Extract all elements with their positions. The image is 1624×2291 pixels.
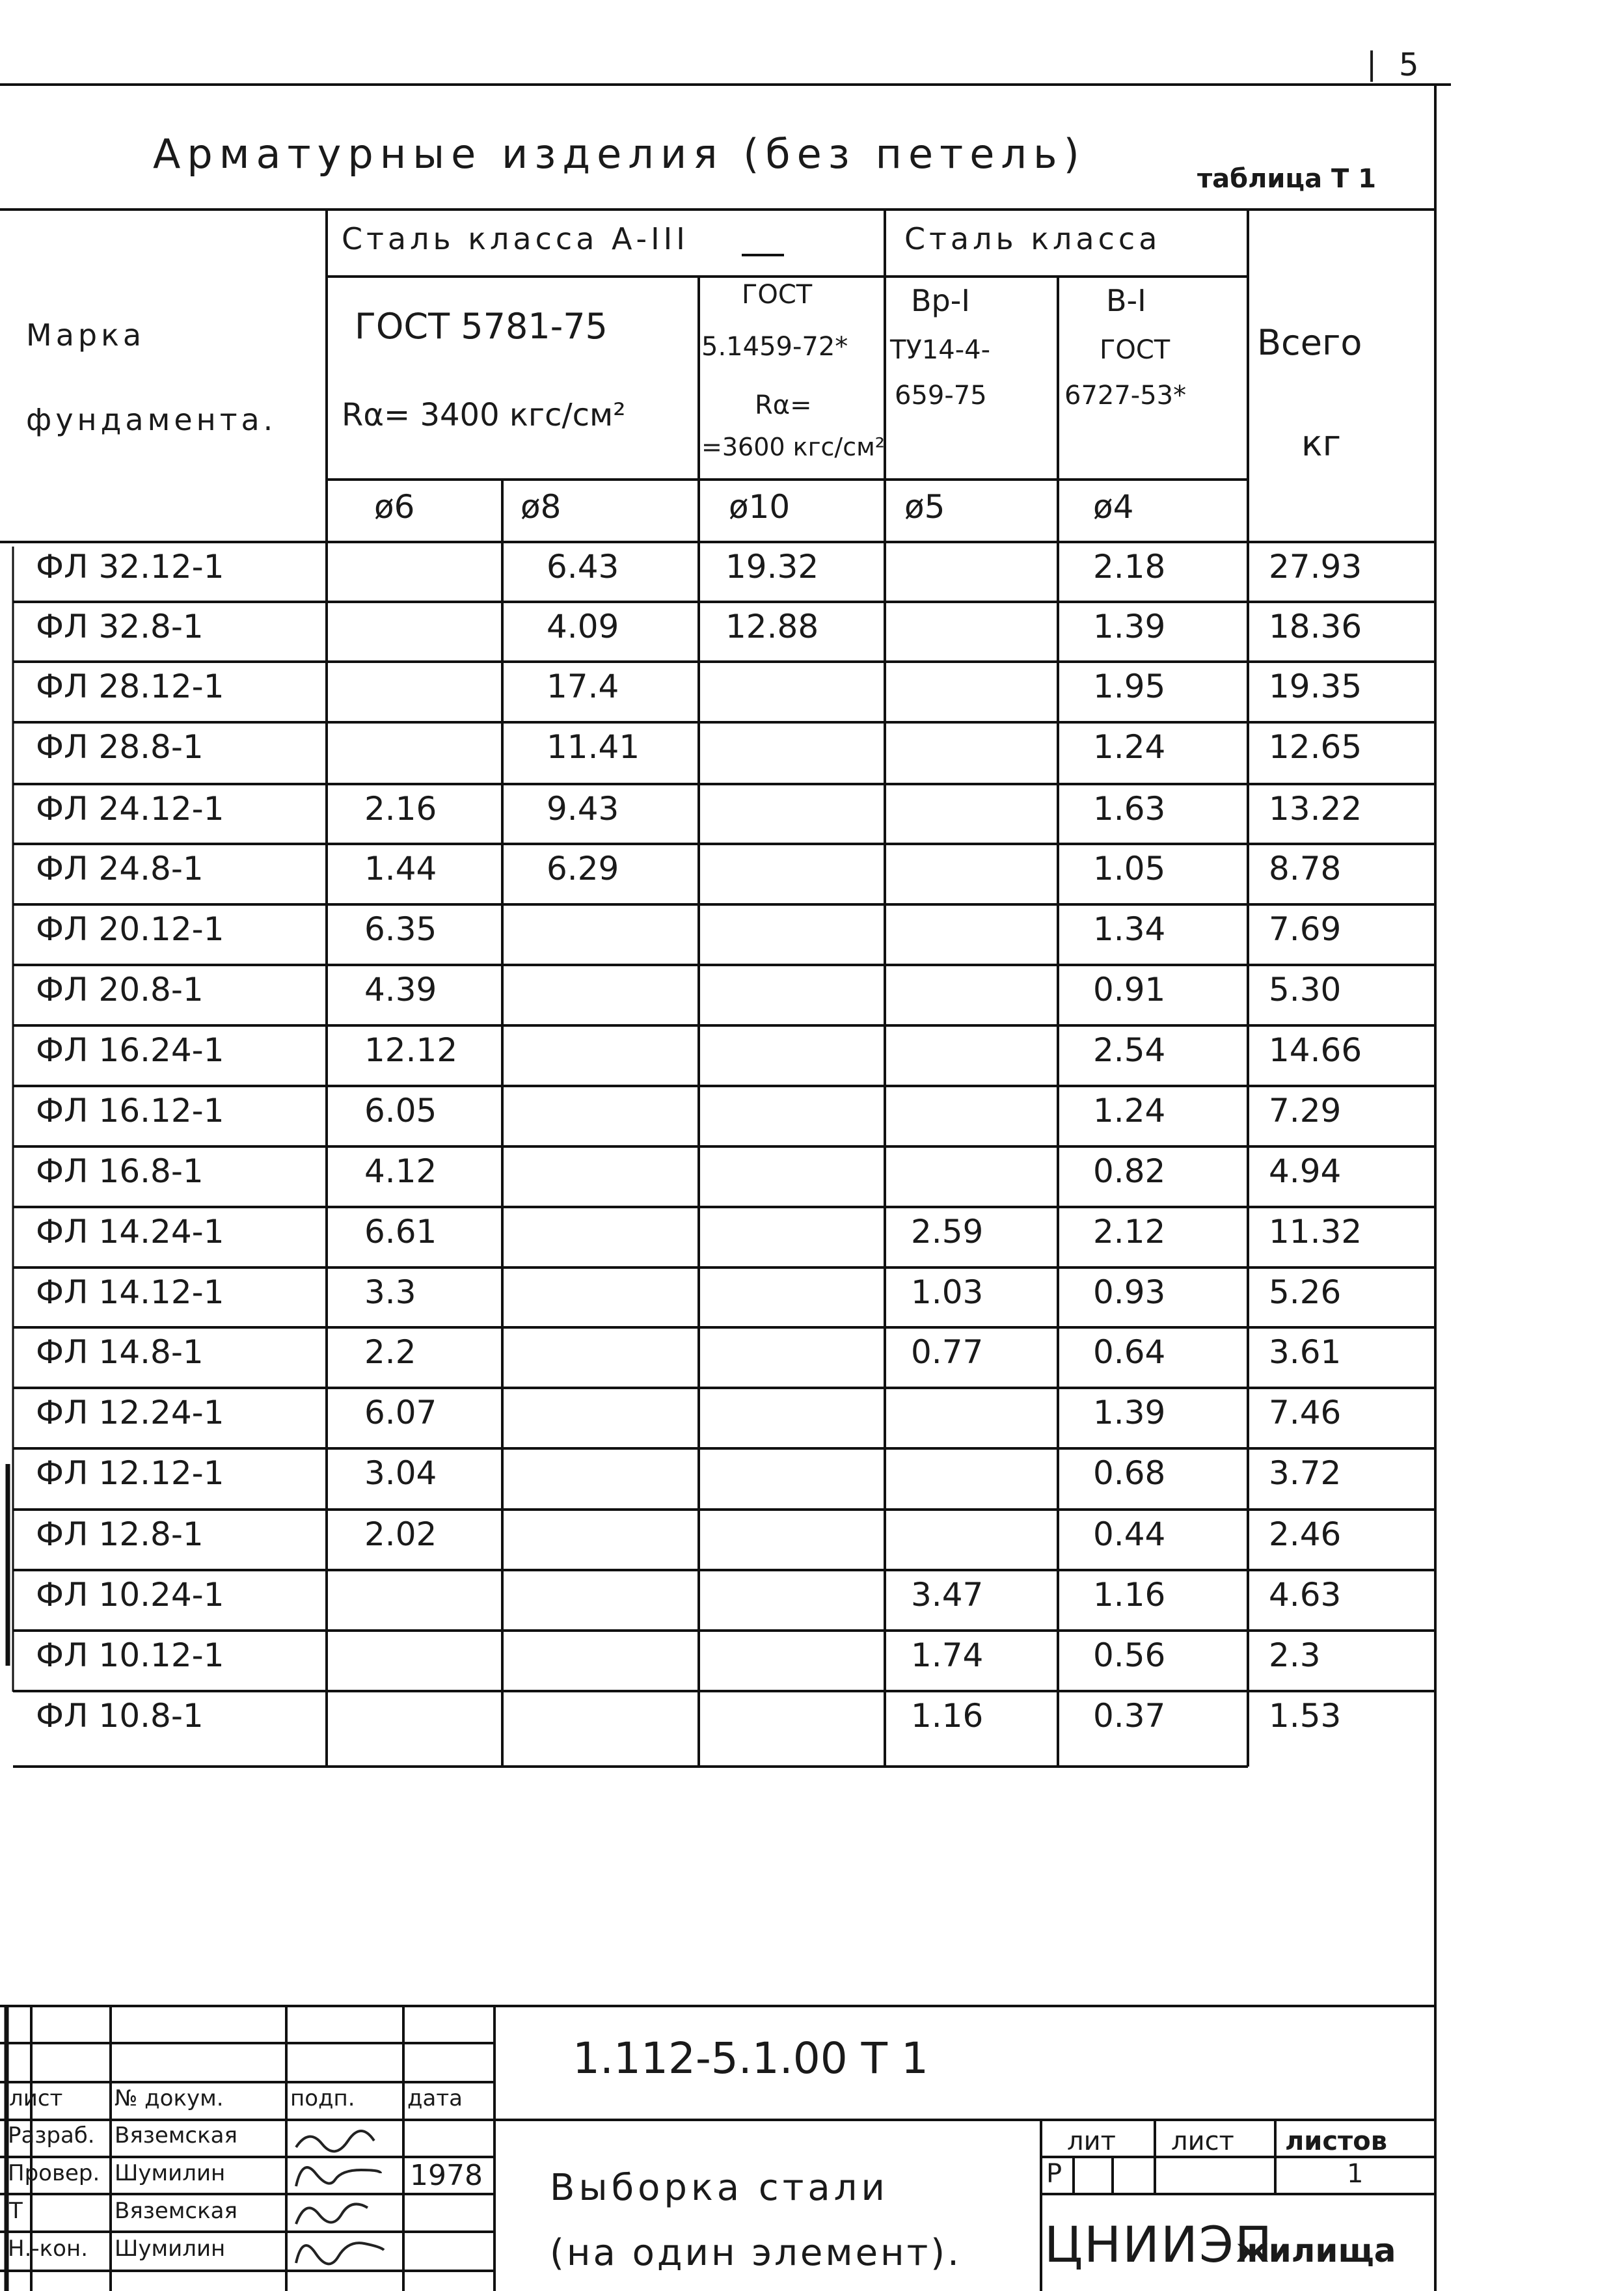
header-d5: ø5 <box>904 488 945 526</box>
cell-d4: 1.16 <box>1093 1576 1166 1614</box>
cell-mark: ФЛ 32.12-1 <box>36 548 224 586</box>
cell-mark: ФЛ 24.8-1 <box>36 850 204 888</box>
cell-d4: 0.37 <box>1093 1697 1166 1735</box>
tb-name-2: Шумилин <box>115 2160 226 2186</box>
header-total: Всего <box>1257 322 1362 363</box>
cell-d6: 6.05 <box>364 1092 437 1130</box>
header-total-unit: кг <box>1301 423 1341 464</box>
cell-d6: 6.35 <box>364 910 437 948</box>
cell-d6: 1.44 <box>364 850 437 888</box>
header-gost-b1: ГОСТ <box>1100 335 1171 365</box>
tb-lit-label: лит <box>1067 2126 1116 2156</box>
cell-total: 4.94 <box>1269 1152 1342 1190</box>
tb-col-signature: подп. <box>290 2085 355 2111</box>
header-tu-number: 659-75 <box>895 381 987 411</box>
cell-d6: 6.07 <box>364 1394 437 1431</box>
cell-total: 11.32 <box>1269 1213 1362 1251</box>
page-number-mark: | <box>1366 46 1377 82</box>
header-ra-3400: Rα= 3400 кгс/см² <box>342 397 626 433</box>
tb-doc-code: 1.112-5.1.00 Т 1 <box>573 2033 928 2083</box>
cell-d4: 1.05 <box>1093 850 1166 888</box>
cell-mark: ФЛ 16.24-1 <box>36 1031 224 1069</box>
tb-role-3: Т <box>9 2198 23 2224</box>
cell-total: 4.63 <box>1269 1576 1342 1614</box>
signature-2 <box>296 2167 381 2186</box>
cell-d4: 2.12 <box>1093 1213 1166 1251</box>
cell-total: 13.22 <box>1269 790 1362 828</box>
cell-total: 7.29 <box>1269 1092 1342 1130</box>
cell-d8: 4.09 <box>547 608 619 645</box>
cell-total: 2.46 <box>1269 1515 1342 1553</box>
header-mark: Марка фундамента. <box>26 318 277 437</box>
header-ra-3600: =3600 кгс/см² <box>701 433 886 461</box>
cell-mark: ФЛ 12.12-1 <box>36 1454 224 1492</box>
header-gost-5781: ГОСТ 5781-75 <box>355 306 608 347</box>
cell-mark: ФЛ 10.8-1 <box>36 1697 204 1735</box>
cell-d5: 0.77 <box>911 1333 984 1371</box>
cell-d5: 2.59 <box>911 1213 984 1251</box>
cell-d4: 0.56 <box>1093 1636 1166 1674</box>
tb-doc-title-2: (на один элемент). <box>550 2232 962 2274</box>
tb-name-1: Вяземская <box>115 2122 237 2149</box>
header-bp1: Вр-I <box>911 283 970 318</box>
header-gost-51459: 5.1459-72* <box>701 332 848 362</box>
cell-d4: 1.63 <box>1093 790 1166 828</box>
cell-d4: 1.39 <box>1093 608 1166 645</box>
header-steel-a3: Сталь класса А-III <box>342 221 689 256</box>
tb-col-doc-no: № докум. <box>115 2085 224 2111</box>
cell-d8: 9.43 <box>547 790 619 828</box>
tb-lit-value: Р <box>1046 2159 1062 2189</box>
cell-d6: 12.12 <box>364 1031 458 1069</box>
page-number: 5 <box>1399 47 1419 83</box>
cell-d6: 4.12 <box>364 1152 437 1190</box>
header-d4: ø4 <box>1093 488 1134 526</box>
tb-name-3: Вяземская <box>115 2198 237 2224</box>
header-ra-label: Rα= <box>755 390 812 420</box>
header-gost-6727: 6727-53* <box>1064 381 1187 411</box>
page-title: Арматурные изделия (без петель) <box>153 130 1086 178</box>
cell-total: 1.53 <box>1269 1697 1342 1735</box>
cell-mark: ФЛ 10.12-1 <box>36 1636 224 1674</box>
cell-d6: 4.39 <box>364 971 437 1009</box>
cell-d6: 6.61 <box>364 1213 437 1251</box>
cell-d6: 2.16 <box>364 790 437 828</box>
cell-total: 3.72 <box>1269 1454 1342 1492</box>
cell-mark: ФЛ 28.8-1 <box>36 728 204 766</box>
cell-d8: 11.41 <box>547 728 640 766</box>
cell-d8: 6.43 <box>547 548 619 586</box>
tb-col-date: дата <box>407 2085 463 2111</box>
cell-total: 2.3 <box>1269 1636 1321 1674</box>
cell-d4: 0.91 <box>1093 971 1166 1009</box>
cell-d6: 3.3 <box>364 1273 416 1311</box>
cell-d4: 1.24 <box>1093 1092 1166 1130</box>
header-gost-label: ГОСТ <box>742 280 813 310</box>
header-b1: В-I <box>1106 283 1146 318</box>
header-steel-class: Сталь класса <box>904 221 1161 256</box>
tb-doc-title-1: Выборка стали <box>550 2167 889 2209</box>
signature-4 <box>296 2243 384 2264</box>
cell-mark: ФЛ 32.8-1 <box>36 608 204 645</box>
cell-mark: ФЛ 14.12-1 <box>36 1273 224 1311</box>
cell-total: 7.46 <box>1269 1394 1342 1431</box>
signature-3 <box>296 2204 368 2224</box>
cell-total: 3.61 <box>1269 1333 1342 1371</box>
cell-total: 7.69 <box>1269 910 1342 948</box>
tb-sheets-label: листов <box>1285 2126 1388 2156</box>
cell-mark: ФЛ 12.24-1 <box>36 1394 224 1431</box>
cell-total: 27.93 <box>1269 548 1362 586</box>
cell-d4: 1.39 <box>1093 1394 1166 1431</box>
header-d10: ø10 <box>729 488 791 526</box>
cell-total: 19.35 <box>1269 668 1362 705</box>
cell-d4: 2.18 <box>1093 548 1166 586</box>
cell-d4: 0.64 <box>1093 1333 1166 1371</box>
cell-mark: ФЛ 14.8-1 <box>36 1333 204 1371</box>
tb-name-4: Шумилин <box>115 2236 226 2262</box>
cell-total: 5.26 <box>1269 1273 1342 1311</box>
cell-d6: 3.04 <box>364 1454 437 1492</box>
tb-col-sheet: лист <box>9 2085 63 2111</box>
tb-sheet-label: лист <box>1171 2126 1234 2156</box>
cell-d4: 1.95 <box>1093 668 1166 705</box>
tb-organization-2: жилища <box>1236 2232 1396 2270</box>
tb-sheets-value: 1 <box>1347 2159 1364 2189</box>
cell-d4: 0.44 <box>1093 1515 1166 1553</box>
cell-d8: 6.29 <box>547 850 619 888</box>
cell-total: 8.78 <box>1269 850 1342 888</box>
cell-mark: ФЛ 14.24-1 <box>36 1213 224 1251</box>
cell-d5: 3.47 <box>911 1576 984 1614</box>
header-tu: ТУ14-4- <box>890 335 991 365</box>
cell-mark: ФЛ 28.12-1 <box>36 668 224 705</box>
header-d8: ø8 <box>521 488 562 526</box>
cell-d5: 1.74 <box>911 1636 984 1674</box>
cell-mark: ФЛ 16.12-1 <box>36 1092 224 1130</box>
cell-d10: 19.32 <box>725 548 819 586</box>
cell-mark: ФЛ 20.12-1 <box>36 910 224 948</box>
cell-d8: 17.4 <box>547 668 619 705</box>
cell-d10: 12.88 <box>725 608 819 645</box>
cell-total: 12.65 <box>1269 728 1362 766</box>
cell-d4: 0.68 <box>1093 1454 1166 1492</box>
cell-d4: 0.93 <box>1093 1273 1166 1311</box>
cell-mark: ФЛ 24.12-1 <box>36 790 224 828</box>
table-label: таблица Т 1 <box>1197 164 1377 194</box>
cell-mark: ФЛ 16.8-1 <box>36 1152 204 1190</box>
cell-mark: ФЛ 20.8-1 <box>36 971 204 1009</box>
cell-total: 18.36 <box>1269 608 1362 645</box>
cell-mark: ФЛ 10.24-1 <box>36 1576 224 1614</box>
tb-year: 1978 <box>410 2159 483 2192</box>
cell-total: 5.30 <box>1269 971 1342 1009</box>
signature-1 <box>296 2131 374 2151</box>
tb-role-checked: Провер. <box>8 2160 100 2186</box>
tb-role-norm: Н.-кон. <box>8 2236 88 2262</box>
cell-d4: 2.54 <box>1093 1031 1166 1069</box>
cell-mark: ФЛ 12.8-1 <box>36 1515 204 1553</box>
header-d6: ø6 <box>374 488 415 526</box>
cell-d6: 2.02 <box>364 1515 437 1553</box>
cell-d4: 0.82 <box>1093 1152 1166 1190</box>
tb-organization-1: ЦНИИЭП <box>1044 2216 1274 2273</box>
cell-total: 14.66 <box>1269 1031 1362 1069</box>
cell-d4: 1.24 <box>1093 728 1166 766</box>
cell-d5: 1.16 <box>911 1697 984 1735</box>
tb-role-developed: Разраб. <box>8 2122 95 2149</box>
cell-d4: 1.34 <box>1093 910 1166 948</box>
cell-d6: 2.2 <box>364 1333 416 1371</box>
cell-d5: 1.03 <box>911 1273 984 1311</box>
